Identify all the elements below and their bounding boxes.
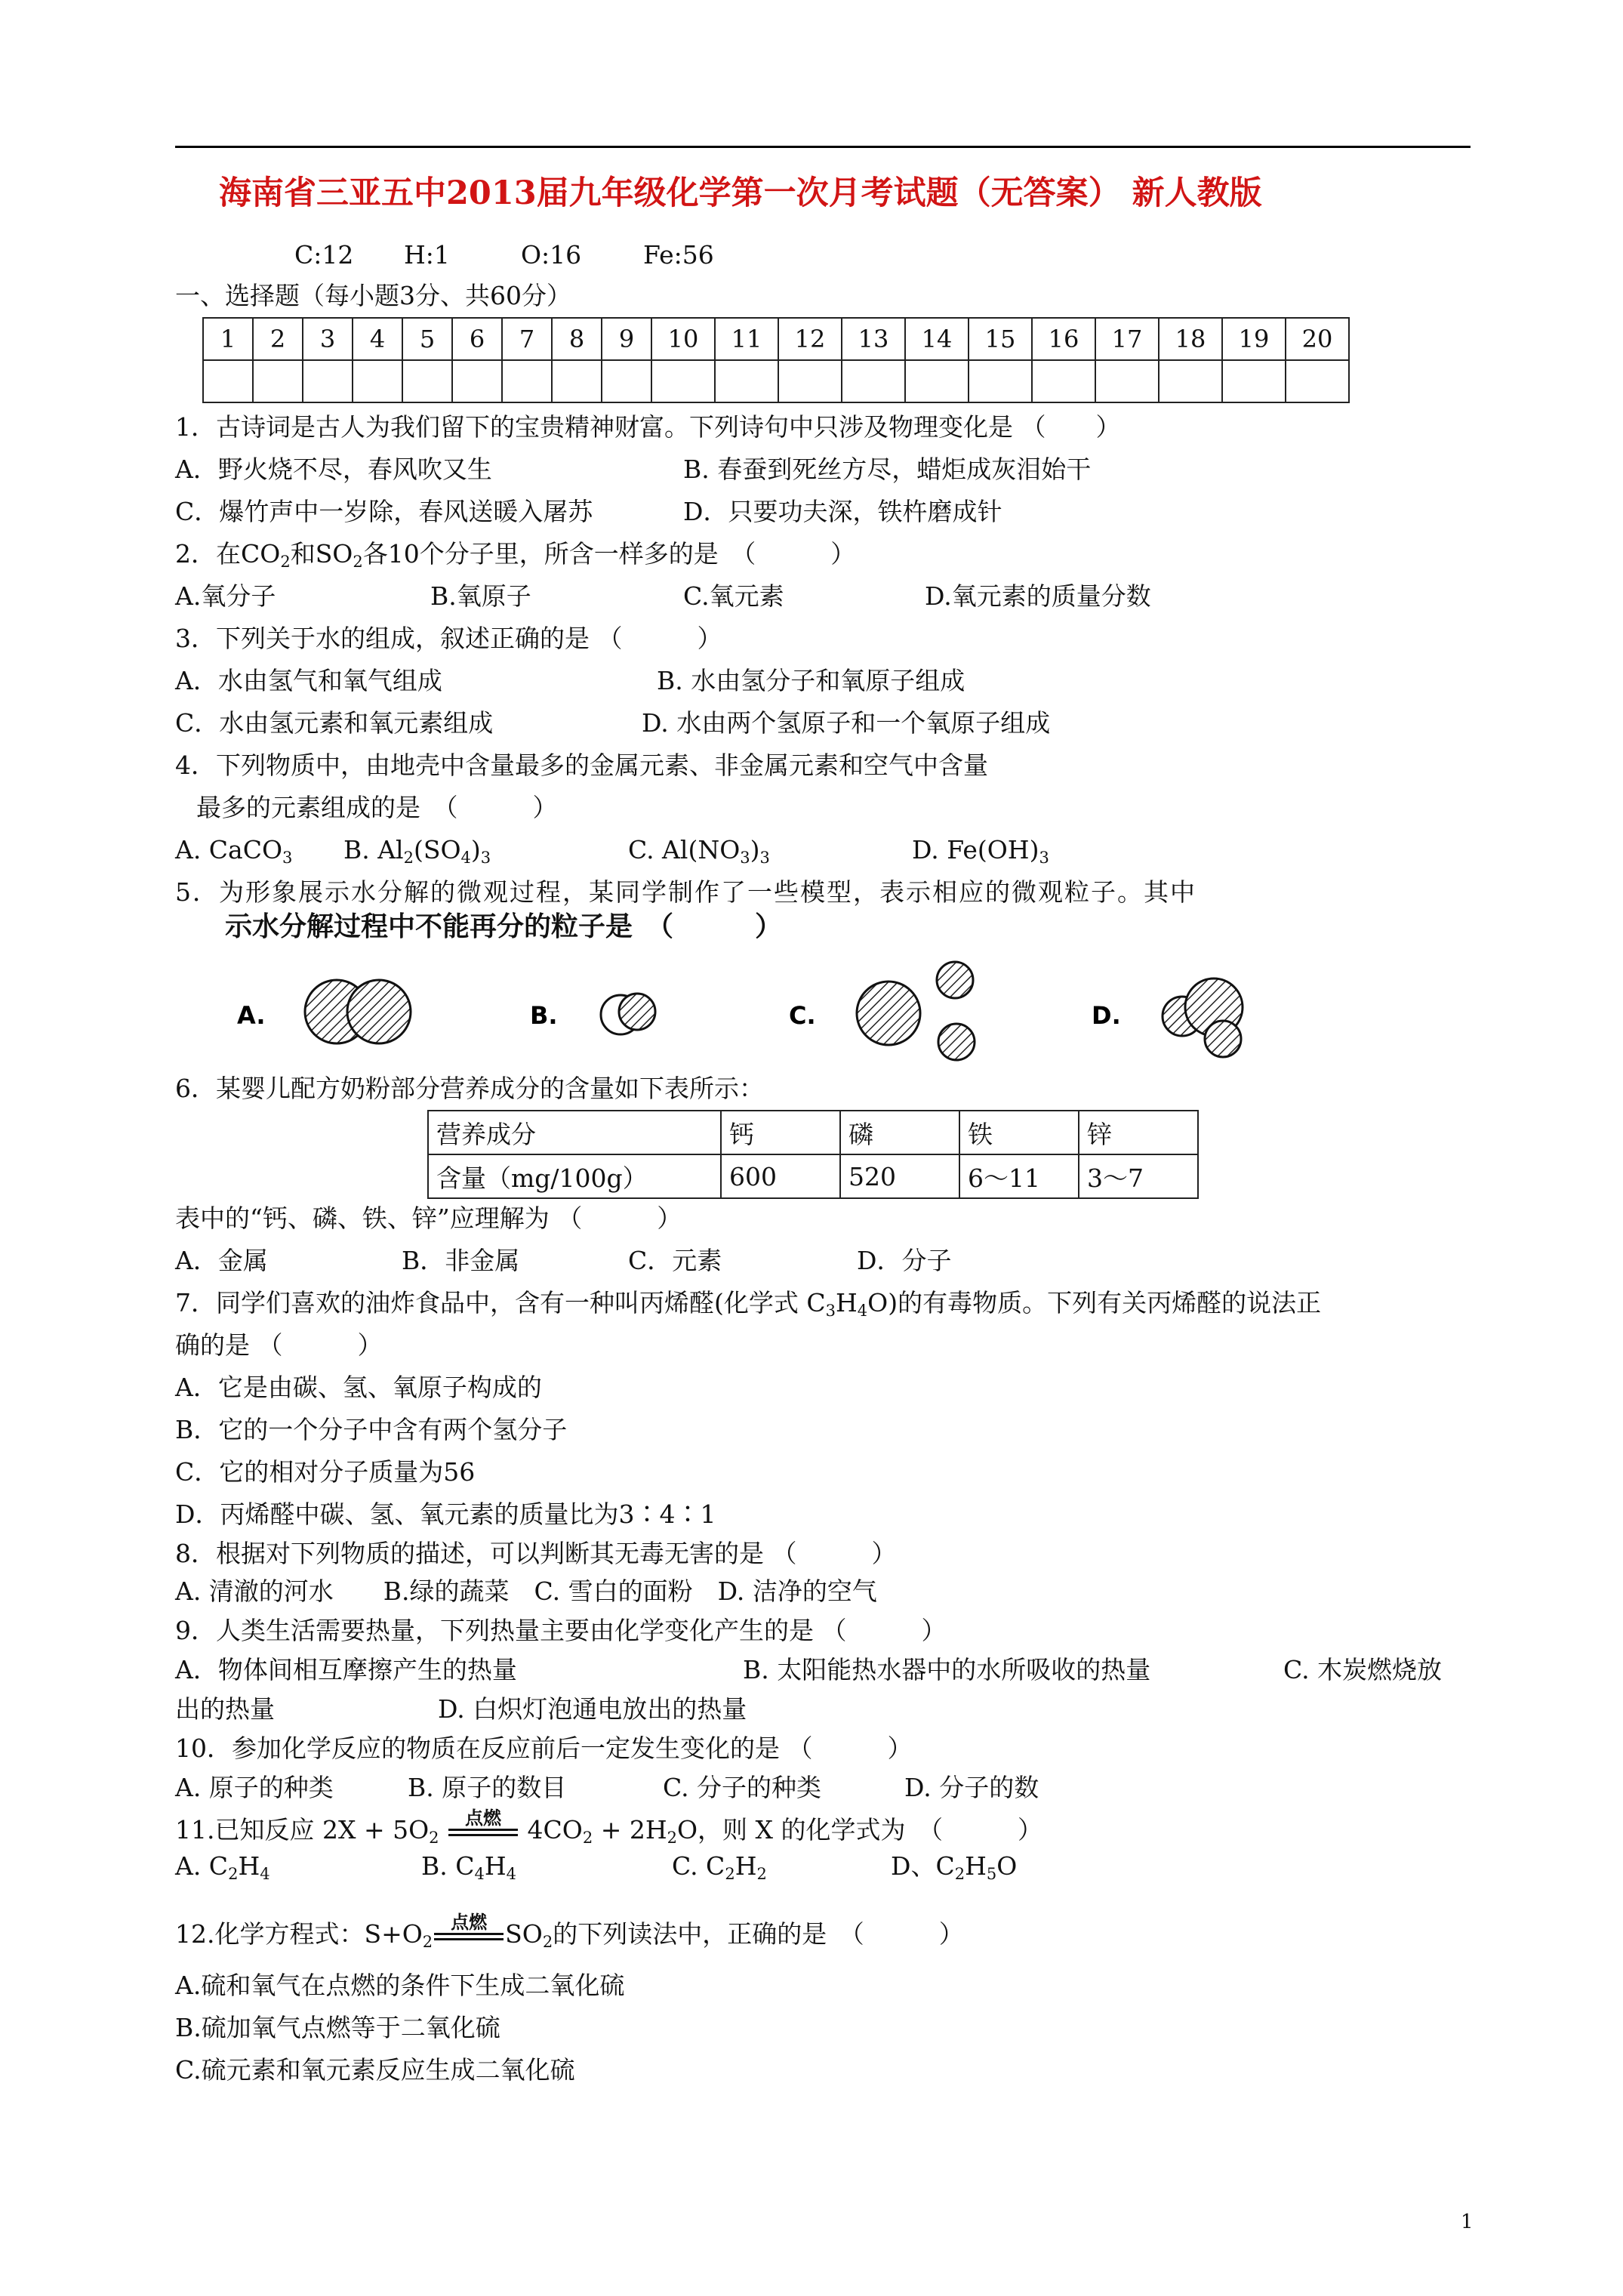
answer-blank[interactable] — [253, 360, 303, 402]
q12-option-c: C.硫元素和氧元素反应生成二氧化硫 — [175, 2055, 575, 2085]
q1-stem: 1．古诗词是古人为我们留下的宝贵精神财富。下列诗句中只涉及物理变化是 （ ） — [175, 412, 1121, 442]
reaction-condition-label: 点燃 — [465, 1808, 502, 1829]
formula-text: C. C — [672, 1851, 725, 1881]
answer-num: 16 — [1032, 318, 1095, 360]
q4-stem-line2: 最多的元素组成的是 （ ） — [196, 793, 558, 822]
q2-stem — [175, 539, 855, 569]
q7-stem-line1 — [175, 1288, 1321, 1318]
model-c-atoms — [857, 962, 975, 1060]
q2-text: 2．在CO — [175, 539, 281, 569]
answer-blank[interactable] — [905, 360, 969, 402]
formula-text: H — [965, 1851, 987, 1881]
subscript: 2 — [353, 553, 363, 571]
answer-num: 13 — [842, 318, 905, 360]
reaction-condition-label: 点燃 — [451, 1912, 488, 1933]
q9-option-a: A．物体间相互摩擦产生的热量 — [175, 1655, 517, 1684]
q12-stem — [175, 1912, 964, 1951]
q1-option-d: D．只要功夫深，铁杵磨成针 — [683, 497, 1002, 526]
nutrition-cell: 600 — [721, 1154, 840, 1198]
q5-label-c: C. — [789, 1001, 816, 1030]
header-rule — [175, 146, 1471, 148]
subscript: 2 — [756, 1865, 767, 1883]
nutrition-cell: 6～11 — [959, 1154, 1079, 1198]
formula-text: H — [238, 1851, 260, 1881]
q11-text: 4CO — [527, 1815, 583, 1845]
q7-option-b: B．它的一个分子中含有两个氢分子 — [175, 1415, 568, 1444]
subscript: 2 — [667, 1829, 677, 1847]
formula-text: B. C — [421, 1851, 475, 1881]
subscript: 2 — [542, 1933, 553, 1951]
answer-num: 8 — [552, 318, 602, 360]
nutrition-cell: 520 — [840, 1154, 959, 1198]
q9-option-c-cont: 出的热量 — [175, 1694, 275, 1724]
q11-stem — [175, 1808, 1043, 1847]
answer-num: 7 — [502, 318, 552, 360]
answer-blank[interactable] — [1286, 360, 1349, 402]
answer-blank[interactable] — [651, 360, 715, 402]
formula-text: ) — [750, 835, 760, 864]
q9-option-d: D. 白炽灯泡通电放出的热量 — [438, 1694, 747, 1724]
subscript: 3 — [282, 849, 293, 867]
q3-option-d: D. 水由两个氢原子和一个氧原子组成 — [642, 708, 1051, 738]
q5-label-a: A. — [237, 1001, 266, 1030]
subscript: 3 — [1039, 849, 1049, 867]
q5-stem-line2: 示水分解过程中不能再分的粒子是 （ ） — [225, 911, 783, 942]
q5-label-b: B. — [530, 1001, 558, 1030]
nutrition-header-cell: 锌 — [1079, 1111, 1198, 1154]
q12-text: SO — [505, 1919, 543, 1949]
formula-text: H — [484, 1851, 507, 1881]
answer-num: 14 — [905, 318, 969, 360]
formula-text: H — [735, 1851, 757, 1881]
subscript: 2 — [725, 1865, 735, 1883]
answer-num: 19 — [1222, 318, 1286, 360]
q12-option-b: B.硫加氧气点燃等于二氧化硫 — [175, 2013, 500, 2042]
q7-text: H — [835, 1288, 858, 1318]
answer-blank[interactable] — [452, 360, 502, 402]
q9-option-b: B. 太阳能热水器中的水所吸收的热量 — [743, 1655, 1151, 1684]
q3-option-a: A．水由氢气和氧气组成 — [175, 666, 442, 695]
answer-num: 18 — [1159, 318, 1222, 360]
q5-molecule-models — [219, 959, 1276, 1080]
q11-text: O，则 X 的化学式为 （ ） — [676, 1815, 1043, 1845]
nutrition-header-cell: 磷 — [840, 1111, 959, 1154]
q9-option-c: C. 木炭燃烧放 — [1283, 1655, 1443, 1684]
q3-option-c: C．水由氢元素和氧元素组成 — [175, 708, 494, 738]
q4-option-b — [343, 835, 491, 865]
subscript: 4 — [260, 1865, 270, 1883]
subscript: 2 — [422, 1933, 433, 1951]
answer-blank[interactable] — [502, 360, 552, 402]
answer-num: 5 — [402, 318, 452, 360]
answer-num: 1 — [203, 318, 253, 360]
q7-stem-line2: 确的是 （ ） — [175, 1330, 383, 1360]
nutrition-table — [427, 1110, 1199, 1199]
nutrition-table-header — [428, 1111, 1198, 1154]
q3-stem: 3．下列关于水的组成，叙述正确的是 （ ） — [175, 624, 722, 653]
q1-option-c: C．爆竹声中一岁除，春风送暖入屠苏 — [175, 497, 593, 526]
q4-option-c — [628, 835, 770, 865]
answer-num: 20 — [1286, 318, 1349, 360]
q6-option-a: A．金属 — [175, 1246, 268, 1275]
answer-grid — [202, 317, 1350, 403]
subscript: 5 — [986, 1865, 997, 1883]
subscript: 3 — [825, 1302, 836, 1320]
answer-num: 6 — [452, 318, 502, 360]
q11-text: + 2H — [593, 1815, 667, 1845]
q2-option-d: D.氧元素的质量分数 — [925, 581, 1151, 611]
answer-grid-numbers — [203, 318, 1349, 360]
formula-text: A. CaCO — [175, 835, 283, 864]
exam-title: 海南省三亚五中2013届九年级化学第一次月考试题（无答案） 新人教版 — [219, 174, 1262, 212]
answer-blank[interactable] — [402, 360, 452, 402]
formula-text: D、C — [891, 1851, 955, 1881]
nutrition-header-cell: 钙 — [721, 1111, 840, 1154]
q10-option-a: A. 原子的种类 — [175, 1773, 334, 1802]
subscript: 2 — [582, 1829, 593, 1847]
q2-option-b: B.氧原子 — [430, 581, 531, 611]
q1-option-a: A．野火烧不尽，春风吹又生 — [175, 455, 492, 484]
answer-blank[interactable] — [353, 360, 402, 402]
answer-blank[interactable] — [303, 360, 353, 402]
formula-text: C. Al(NO — [628, 835, 741, 864]
nutrition-table-row — [428, 1154, 1198, 1198]
q10-option-b: B. 原子的数目 — [408, 1773, 567, 1802]
q10-option-d: D. 分子的数 — [904, 1773, 1039, 1802]
nutrition-cell: 含量（mg/100g） — [428, 1154, 721, 1198]
answer-grid-blanks — [203, 360, 1349, 402]
q4-stem-line1: 4．下列物质中，由地壳中含量最多的金属元素、非金属元素和空气中含量 — [175, 750, 988, 780]
answer-num: 9 — [602, 318, 651, 360]
atomic-mass-h: H:1 — [404, 240, 450, 270]
atomic-mass-fe: Fe:56 — [643, 240, 714, 270]
q3-option-b: B. 水由氢分子和氧原子组成 — [657, 666, 965, 695]
q2-text: 和SO — [290, 539, 353, 569]
answer-blank[interactable] — [203, 360, 253, 402]
q6-option-d: D．分子 — [857, 1246, 952, 1275]
subscript: 2 — [228, 1865, 239, 1883]
reaction-condition-arrow — [433, 1912, 505, 1951]
q7-option-c: C．它的相对分子质量为56 — [175, 1457, 476, 1487]
model-d-molecule — [1163, 978, 1243, 1057]
subscript: 4 — [506, 1865, 517, 1883]
q9-stem: 9．人类生活需要热量，下列热量主要由化学变化产生的是 （ ） — [175, 1616, 947, 1645]
q6-option-b: B．非金属 — [402, 1246, 520, 1275]
answer-blank[interactable] — [552, 360, 602, 402]
section-heading: 一、选择题（每小题3分、共60分） — [175, 281, 571, 310]
answer-num: 3 — [303, 318, 353, 360]
subscript: 2 — [429, 1829, 439, 1847]
answer-blank[interactable] — [1222, 360, 1286, 402]
q7-text: O)的有毒物质。下列有关丙烯醛的说法正 — [867, 1288, 1322, 1318]
reaction-condition-arrow — [447, 1808, 519, 1847]
subscript: 2 — [954, 1865, 965, 1883]
q7-text: 7．同学们喜欢的油炸食品中，含有一种叫丙烯醛(化学式 C — [175, 1288, 826, 1318]
q2-text: 各10个分子里，所含一样多的是 （ ） — [362, 539, 856, 569]
q12-option-a: A.硫和氧气在点燃的条件下生成二氧化硫 — [175, 1971, 625, 2000]
q8-options: A. 清澈的河水 B.绿的蔬菜 C. 雪白的面粉 D. 洁净的空气 — [175, 1576, 877, 1606]
formula-text: A. C — [175, 1851, 229, 1881]
q10-stem: 10．参加化学反应的物质在反应前后一定发生变化的是 （ ） — [175, 1734, 913, 1763]
page-number: 1 — [1461, 2211, 1474, 2233]
subscript: 4 — [857, 1302, 868, 1320]
nutrition-header-cell: 营养成分 — [428, 1111, 721, 1154]
q11-option-d — [891, 1851, 1017, 1881]
subscript: 3 — [480, 849, 491, 867]
answer-blank[interactable] — [842, 360, 905, 402]
answer-num: 12 — [778, 318, 842, 360]
q6-stem: 6．某婴儿配方奶粉部分营养成分的含量如下表所示： — [175, 1074, 764, 1103]
q12-text: 的下列读法中，正确的是 （ ） — [553, 1919, 964, 1949]
q11-text: 11.已知反应 2X + 5O — [175, 1815, 430, 1845]
answer-blank[interactable] — [1032, 360, 1095, 402]
subscript: 2 — [403, 849, 414, 867]
answer-num: 11 — [715, 318, 778, 360]
answer-blank[interactable] — [715, 360, 778, 402]
answer-num: 15 — [969, 318, 1032, 360]
answer-num: 17 — [1095, 318, 1159, 360]
answer-blank[interactable] — [602, 360, 651, 402]
q2-option-a: A.氧分子 — [175, 581, 276, 611]
q1-option-b: B. 春蚕到死丝方尽，蜡炬成灰泪始干 — [683, 455, 1092, 484]
subscript: 3 — [740, 849, 750, 867]
q6-stem2: 表中的“钙、磷、铁、锌”应理解为 （ ） — [175, 1203, 682, 1233]
nutrition-header-cell: 铁 — [959, 1111, 1079, 1154]
answer-blank[interactable] — [1095, 360, 1159, 402]
atomic-mass-o: O:16 — [521, 240, 582, 270]
q4-option-a — [175, 835, 292, 865]
q11-option-b — [421, 1851, 516, 1881]
answer-blank[interactable] — [1159, 360, 1222, 402]
formula-text: B. Al — [343, 835, 404, 864]
model-b-molecule — [601, 994, 655, 1034]
formula-text: (SO — [414, 835, 461, 864]
formula-text: O — [996, 1851, 1018, 1881]
q5-stem-line1: 5．为形象展示水分解的微观过程，某同学制作了一些模型，表示相应的微观粒子。其中 — [175, 877, 1196, 907]
q12-text: 12.化学方程式：S+O — [175, 1919, 423, 1949]
q11-option-c — [672, 1851, 767, 1881]
answer-num: 4 — [353, 318, 402, 360]
answer-num: 2 — [253, 318, 303, 360]
q10-option-c: C. 分子的种类 — [663, 1773, 822, 1802]
answer-blank[interactable] — [778, 360, 842, 402]
q4-option-d — [912, 835, 1049, 865]
subscript: 4 — [474, 1865, 485, 1883]
q6-option-c: C．元素 — [628, 1246, 722, 1275]
q8-stem: 8．根据对下列物质的描述，可以判断其无毒无害的是 （ ） — [175, 1539, 897, 1568]
q5-label-d: D. — [1092, 1001, 1121, 1030]
q7-option-d: D．丙烯醛中碳、氢、氧元素的质量比为3∶4∶1 — [175, 1499, 716, 1529]
nutrition-cell: 3～7 — [1079, 1154, 1198, 1198]
subscript: 3 — [759, 849, 770, 867]
answer-num: 10 — [651, 318, 715, 360]
subscript: 2 — [280, 553, 291, 571]
answer-blank[interactable] — [969, 360, 1032, 402]
subscript: 4 — [460, 849, 471, 867]
q7-option-a: A．它是由碳、氢、氧原子构成的 — [175, 1373, 542, 1402]
formula-text: D. Fe(OH) — [912, 835, 1039, 864]
q11-option-a — [175, 1851, 270, 1881]
q2-option-c: C.氧元素 — [683, 581, 784, 611]
model-a-molecule — [305, 980, 411, 1043]
atomic-mass-c: C:12 — [294, 240, 354, 270]
formula-text: ) — [470, 835, 481, 864]
